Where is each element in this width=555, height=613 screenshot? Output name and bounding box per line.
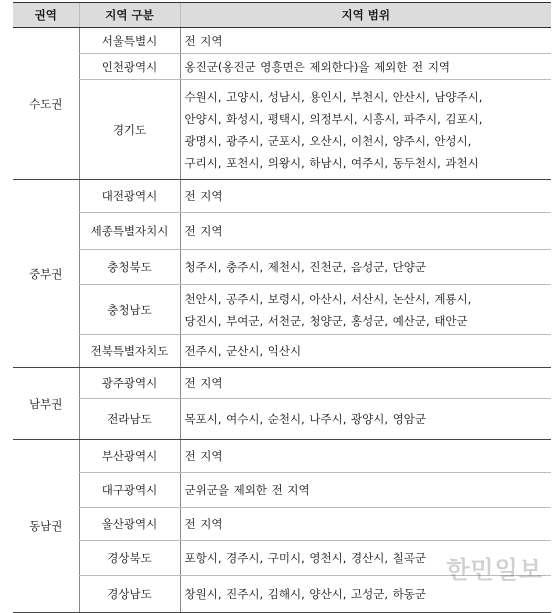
scope-cell <box>180 54 551 80</box>
area-cell: 인천광역시 <box>79 54 180 80</box>
scope-line: 전 지역 <box>184 189 223 203</box>
area-cell: 충청남도 <box>79 285 180 335</box>
scope-cell <box>180 213 551 250</box>
table-row <box>13 473 551 508</box>
table-row <box>13 80 551 180</box>
scope-cell <box>180 335 551 368</box>
scope-line: 당진시, 부여군, 서천군, 청양군, 홍성군, 예산군, 태안군 <box>184 313 468 328</box>
table-row <box>13 576 551 613</box>
scope-cell <box>180 576 551 613</box>
region-cell: 중부권 <box>13 180 79 368</box>
table-header-row <box>13 3 551 28</box>
table-row <box>13 541 551 576</box>
area-cell: 전북특별자치도 <box>79 335 180 368</box>
area-cell: 경기도 <box>79 80 180 180</box>
scope-line: 수원시, 고양시, 성남시, 용인시, 부천시, 안산시, 남양주시, <box>184 89 483 104</box>
scope-cell <box>180 473 551 508</box>
scope-line: 전 지역 <box>184 224 223 238</box>
scope-line: 안양시, 화성시, 평택시, 의정부시, 시흥시, 파주시, 김포시, <box>184 111 483 126</box>
table-row <box>13 508 551 541</box>
area-cell: 전라남도 <box>79 399 180 440</box>
region-table <box>13 2 551 613</box>
scope-cell <box>180 250 551 285</box>
header-scope: 지역 범위 <box>180 3 551 28</box>
area-cell: 대전광역시 <box>79 180 180 213</box>
table-row <box>13 54 551 80</box>
table-row <box>13 368 551 399</box>
area-cell: 세종특별자치시 <box>79 213 180 250</box>
scope-cell <box>180 399 551 440</box>
scope-line: 전 지역 <box>184 33 223 48</box>
region-cell: 동남권 <box>13 440 79 613</box>
scope-line: 구리시, 포천시, 의왕시, 하남시, 여주시, 동두천시, 과천시 <box>184 155 479 170</box>
scope-line: 창원시, 진주시, 김해시, 양산시, 고성군, 하동군 <box>184 587 427 601</box>
scope-cell <box>180 28 551 54</box>
scope-line: 전 지역 <box>184 449 223 463</box>
watermark-logo: 한민일보 <box>446 556 543 584</box>
scope-line: 전 지역 <box>184 376 223 390</box>
area-cell: 부산광역시 <box>79 440 180 473</box>
header-area: 지역 구분 <box>79 3 180 28</box>
area-cell: 경상북도 <box>79 541 180 576</box>
area-cell: 광주광역시 <box>79 368 180 399</box>
table-row <box>13 250 551 285</box>
table-row <box>13 213 551 250</box>
area-cell: 울산광역시 <box>79 508 180 541</box>
table-row <box>13 28 551 54</box>
header-region: 권역 <box>13 3 79 28</box>
scope-line: 전 지역 <box>184 517 223 531</box>
table-row <box>13 440 551 473</box>
scope-line: 군위군을 제외한 전 지역 <box>184 483 310 497</box>
scope-cell <box>180 508 551 541</box>
scope-line: 청주시, 충주시, 제천시, 진천군, 음성군, 단양군 <box>184 260 427 274</box>
scope-cell <box>180 541 551 576</box>
scope-line: 포항시, 경주시, 구미시, 영천시, 경산시, 칠곡군 <box>184 551 427 565</box>
table-row <box>13 180 551 213</box>
area-cell: 서울특별시 <box>79 28 180 54</box>
scope-cell <box>180 285 551 335</box>
area-cell: 대구광역시 <box>79 473 180 508</box>
table-row <box>13 335 551 368</box>
scope-line: 천안시, 공주시, 보령시, 아산시, 서산시, 논산시, 계룡시, <box>184 291 472 306</box>
area-cell: 경상남도 <box>79 576 180 613</box>
scope-line: 광명시, 광주시, 군포시, 오산시, 이천시, 양주시, 안성시, <box>184 133 472 148</box>
table-row <box>13 285 551 335</box>
scope-cell <box>180 440 551 473</box>
scope-line: 전주시, 군산시, 익산시 <box>184 344 302 358</box>
scope-cell <box>180 180 551 213</box>
scope-cell <box>180 80 551 180</box>
table-row <box>13 399 551 440</box>
area-cell: 충청북도 <box>79 250 180 285</box>
scope-cell <box>180 368 551 399</box>
scope-line: 목포시, 여수시, 순천시, 나주시, 광양시, 영암군 <box>184 412 427 426</box>
scope-line: 옹진군(옹진군 영흥면은 제외한다)을 제외한 전 지역 <box>184 59 451 74</box>
table-body <box>13 28 551 613</box>
region-cell: 수도권 <box>13 28 79 180</box>
region-cell: 남부권 <box>13 368 79 440</box>
